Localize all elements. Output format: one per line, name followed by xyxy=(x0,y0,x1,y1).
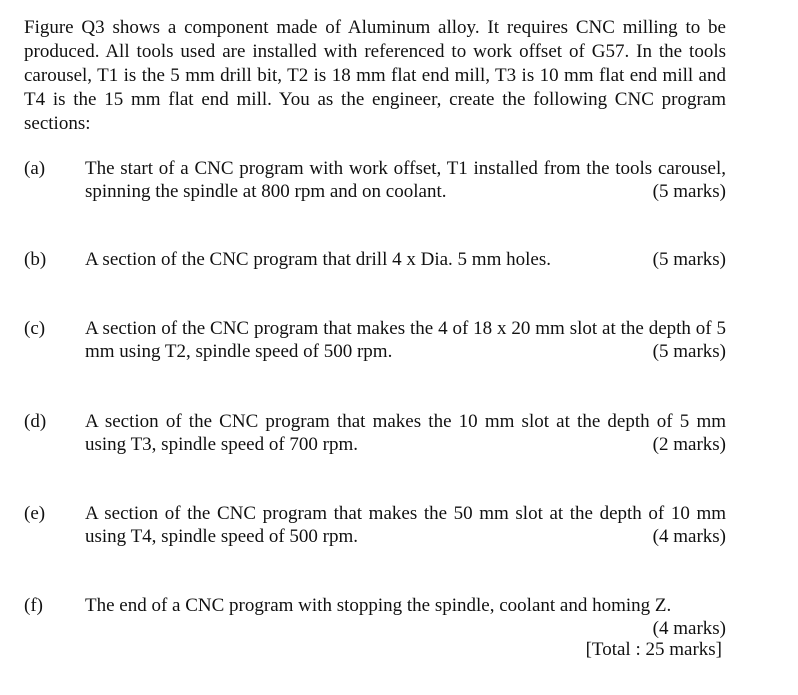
question-text-block xyxy=(85,410,726,456)
question-label: (b) xyxy=(24,249,47,270)
question-text-block xyxy=(85,317,726,363)
question-label: (c) xyxy=(24,318,46,339)
total-marks: [Total : 25 marks] xyxy=(585,639,722,660)
question-text: A section of the CNC program that makes the 50 mm slot at the depth of 10 mm using T4, spindle speed of 500 rpm. xyxy=(85,503,726,547)
question-text-block xyxy=(85,248,726,271)
question-text-block xyxy=(85,157,726,203)
question-text: A section of the CNC program that makes the 10 mm slot at the depth of 5 mm using T3, spindle speed of 700 rpm. xyxy=(85,411,726,455)
question-marks: (2 marks) xyxy=(652,434,726,455)
question-label: (d) xyxy=(24,411,47,432)
question-marks: (4 marks) xyxy=(652,526,726,547)
question-marks: (5 marks) xyxy=(652,249,726,270)
question-label: (f) xyxy=(24,595,43,616)
question-text: A section of the CNC program that drill 4 x Dia. 5 mm holes. xyxy=(85,249,551,270)
question-marks: (5 marks) xyxy=(652,341,726,362)
question-label: (e) xyxy=(24,503,46,524)
question-intro: Figure Q3 shows a component made of Aluminum alloy. It requires CNC milling to be produced. All tools used are installed with referenced to work offset of G57. In the tools carousel, T1 is the 5 mm drill bit, T2 is 18 mm flat end mill, T3 is 10 mm flat end mill and T4 is the 15 mm flat end mill. You as the engineer, create the following CNC program sections: xyxy=(24,17,726,134)
question-label: (a) xyxy=(24,158,46,179)
question-text-block xyxy=(85,502,726,548)
question-text: The end of a CNC program with stopping the spindle, coolant and homing Z. xyxy=(85,595,672,616)
question-text: A section of the CNC program that makes the 4 of 18 x 20 mm slot at the depth of 5 mm using T2, spindle speed of 500 rpm. xyxy=(85,318,726,362)
question-text: The start of a CNC program with work offset, T1 installed from the tools carousel, spinning the spindle at 800 rpm and on coolant. xyxy=(85,158,726,202)
question-marks: (4 marks) xyxy=(652,618,726,639)
question-text-block xyxy=(85,594,726,640)
question-marks: (5 marks) xyxy=(652,181,726,202)
